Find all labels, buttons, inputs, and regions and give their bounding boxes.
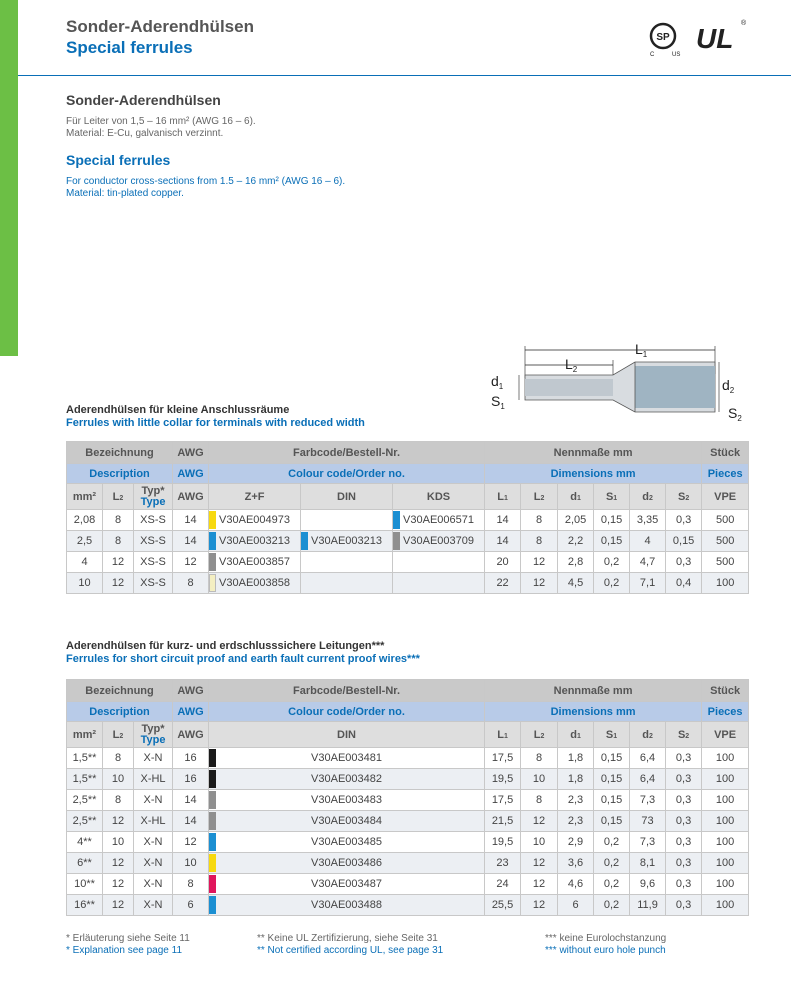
table-row [67,895,749,916]
th-awg: AWG [173,442,209,464]
cell-d1: 2,3 [558,811,594,832]
cell-mm2: 10 [67,573,103,594]
color-swatch-grey [393,532,400,550]
cell-vpe: 100 [702,769,749,790]
cell-d2: 7,3 [630,790,666,811]
cell-vpe: 100 [702,832,749,853]
cell-awg: 8 [173,573,209,594]
cell-mm2: 2,08 [67,510,103,531]
cell-l2: 12 [103,573,134,594]
cell-L2: 12 [521,573,558,594]
cell-L2: 12 [521,895,558,916]
cell-L2: 8 [521,531,558,552]
cell-d1: 2,9 [558,832,594,853]
cell-L1: 19,5 [485,832,521,853]
cell-L2: 8 [521,748,558,769]
cell-kds: V30AE003709 [393,531,485,552]
cell-d2: 7,1 [630,573,666,594]
cell-awg: 12 [173,832,209,853]
table-row [67,510,749,531]
table-row [67,874,749,895]
cell-vpe: 100 [702,811,749,832]
label-d2: $d_2$ [722,377,735,395]
cell-type: XS-S [134,531,173,552]
th-d1: d1 [558,484,594,510]
table-row [67,811,749,832]
cell-S2: 0,3 [666,510,702,531]
cell-din: V30AE003488 [209,895,485,916]
cell-din: V30AE003483 [209,790,485,811]
cell-L1: 22 [485,573,521,594]
cell-S2: 0,3 [666,853,702,874]
cell-S2: 0,4 [666,573,702,594]
cell-S2: 0,3 [666,748,702,769]
ul-registered-mark: ® [741,20,747,27]
cell-awg: 8 [173,874,209,895]
cell-d1: 1,8 [558,769,594,790]
th-bezeichnung: Bezeichnung [67,680,173,702]
table2-header-row-cols [67,722,749,748]
cell-L1: 24 [485,874,521,895]
th-S2: S2 [666,722,702,748]
cell-d2: 9,6 [630,874,666,895]
cell-vpe: 100 [702,748,749,769]
th-awg-en: AWG [173,464,209,484]
cell-d2: 6,4 [630,769,666,790]
cell-S1: 0,2 [594,895,630,916]
csa-logo-text: SP [656,32,670,43]
cell-mm2: 1,5** [67,748,103,769]
cell-type: XS-S [134,552,173,573]
footnote-1 [66,933,190,957]
cell-S1: 0,2 [594,832,630,853]
th-nennmasse: Nennmaße mm [485,680,702,702]
color-swatch-black [209,770,216,788]
color-swatch-red [209,875,216,893]
cell-d2: 73 [630,811,666,832]
th-S2: S2 [666,484,702,510]
th-bezeichnung: Bezeichnung [67,442,173,464]
cell-L1: 14 [485,531,521,552]
cell-S2: 0,3 [666,895,702,916]
cell-awg: 6 [173,895,209,916]
cell-type: X-N [134,874,173,895]
cell-d2: 11,9 [630,895,666,916]
cell-din: V30AE003487 [209,874,485,895]
th-stueck: Stück [702,680,749,702]
cell-type: X-N [134,895,173,916]
intro-heading-de: Sonder-Aderendhülsen [66,92,221,108]
cell-zf: V30AE003857 [209,552,301,573]
cell-S2: 0,3 [666,874,702,895]
footnote-1-en: * Explanation see page 11 [66,945,183,956]
color-swatch-blue [209,833,216,851]
cell-din: V30AE003486 [209,853,485,874]
footnote-3 [545,933,666,957]
th-d2: d2 [630,484,666,510]
cell-S1: 0,15 [594,531,630,552]
color-swatch-grey [209,812,216,830]
table2-title-de: Aderendhülsen für kurz- und erdschlusssichere Leitungen*** [66,640,385,652]
th-d2: d2 [630,722,666,748]
cell-S1: 0,15 [594,769,630,790]
cell-din: V30AE003482 [209,769,485,790]
cell-mm2: 6** [67,853,103,874]
th-farbcode: Farbcode/Bestell-Nr. [209,442,485,464]
table2-header-row-de [67,680,749,702]
cell-S1: 0,15 [594,790,630,811]
table-row [67,748,749,769]
th-zf: Z+F [209,484,301,510]
cell-zf: V30AE004973 [209,510,301,531]
cell-d1: 1,8 [558,748,594,769]
cell-l2: 10 [103,832,134,853]
th-S1: S1 [594,722,630,748]
th-L1: L1 [485,484,521,510]
cell-l2: 12 [103,853,134,874]
cell-vpe: 100 [702,874,749,895]
table2-body [67,748,749,916]
cell-type: X-N [134,853,173,874]
cell-din: V30AE003485 [209,832,485,853]
table1-title-en: Ferrules with little collar for terminals with reduced width [66,417,365,429]
label-S2: $S_2$ [728,405,742,423]
cell-d1: 3,6 [558,853,594,874]
cell-awg: 14 [173,531,209,552]
th-description: Description [67,702,173,722]
cell-d2: 6,4 [630,748,666,769]
color-swatch-blue [301,532,308,550]
cell-type: X-HL [134,811,173,832]
th-awg-col: AWG [173,722,209,748]
cell-din: V30AE003481 [209,748,485,769]
th-kds: KDS [393,484,485,510]
cell-L2: 12 [521,552,558,573]
cell-din [301,573,393,594]
footnote-2 [257,933,443,957]
cell-d1: 4,5 [558,573,594,594]
color-swatch-yellow [209,854,216,872]
cell-type: XS-S [134,573,173,594]
intro-text-de-2: Material: E-Cu, galvanisch verzinnt. [66,128,224,139]
footnote-2-de: ** Keine UL Zertifizierung, siehe Seite 31 [257,933,438,944]
cell-L1: 19,5 [485,769,521,790]
cell-d2: 3,35 [630,510,666,531]
table-row [67,790,749,811]
th-awg: AWG [173,680,209,702]
cell-l2: 10 [103,769,134,790]
cell-awg: 12 [173,552,209,573]
cell-d1: 2,3 [558,790,594,811]
th-S1: S1 [594,484,630,510]
th-description: Description [67,464,173,484]
th-farbcode: Farbcode/Bestell-Nr. [209,680,485,702]
cell-vpe: 100 [702,895,749,916]
side-accent-bar [0,0,18,356]
cell-din [301,552,393,573]
footnote-3-de: *** keine Eurolochstanzung [545,933,667,944]
th-awg-en: AWG [173,702,209,722]
cell-S2: 0,15 [666,531,702,552]
cell-awg: 10 [173,853,209,874]
cell-type: X-HL [134,769,173,790]
cell-awg: 14 [173,811,209,832]
cell-mm2: 4** [67,832,103,853]
color-swatch-blue [209,532,216,550]
cell-din: V30AE003484 [209,811,485,832]
cell-vpe: 100 [702,853,749,874]
cell-l2: 12 [103,895,134,916]
th-vpe: VPE [702,484,749,510]
footnote-3-en: *** without euro hole punch [545,945,666,956]
footnote-2-en: ** Not certified according UL, see page 31 [257,945,444,956]
table-row [67,552,749,573]
cell-din [301,510,393,531]
table1 [66,441,749,594]
th-din: DIN [301,484,393,510]
certification-logos [648,16,758,60]
intro-heading-en: Special ferrules [66,152,171,168]
cell-awg: 16 [173,748,209,769]
th-L2: L2 [521,722,558,748]
cell-L2: 10 [521,832,558,853]
cell-l2: 12 [103,552,134,573]
cell-S1: 0,15 [594,510,630,531]
intro-text-de-1: Für Leiter von 1,5 – 16 mm² (AWG 16 – 6). [66,116,256,127]
table-row [67,769,749,790]
cell-L1: 14 [485,510,521,531]
csa-us-mark: US [672,52,681,58]
cell-L2: 12 [521,874,558,895]
intro-text-en-1: For conductor cross-sections from 1.5 – 16 mm² (AWG 16 – 6). [66,176,346,187]
table2-title [66,640,420,666]
table1-title-de: Aderendhülsen für kleine Anschlussräume [66,404,290,416]
cell-kds [393,552,485,573]
th-pieces: Pieces [702,702,749,722]
page-title-de: Sonder-Aderendhülsen [66,17,254,36]
th-type: Typ* Type [134,722,173,748]
cell-L2: 8 [521,510,558,531]
cell-L1: 17,5 [485,790,521,811]
th-mm2: mm² [67,722,103,748]
cell-vpe: 500 [702,552,749,573]
cell-kds: V30AE006571 [393,510,485,531]
label-L1: $L_1$ [635,341,648,359]
cell-d1: 4,6 [558,874,594,895]
cell-L1: 23 [485,853,521,874]
cell-vpe: 500 [702,510,749,531]
cell-L2: 10 [521,769,558,790]
th-colour-code: Colour code/Order no. [209,702,485,722]
th-mm2: mm² [67,484,103,510]
label-S1: $S_1$ [491,393,505,411]
cell-d2: 4,7 [630,552,666,573]
cell-L2: 12 [521,811,558,832]
color-swatch-grey [209,791,216,809]
cell-L1: 17,5 [485,748,521,769]
ferrule-diagram [485,338,750,428]
cell-L2: 12 [521,853,558,874]
cell-d1: 2,2 [558,531,594,552]
th-colour-code: Colour code/Order no. [209,464,485,484]
cell-S2: 0,3 [666,832,702,853]
label-L2: $L_2$ [565,356,578,374]
table-row [67,832,749,853]
th-dimensions: Dimensions mm [485,702,702,722]
color-swatch-ivory [209,574,216,592]
th-dimensions: Dimensions mm [485,464,702,484]
table1-header-row-de [67,442,749,464]
th-l2: L2 [103,722,134,748]
cell-din: V30AE003213 [301,531,393,552]
cell-type: X-N [134,790,173,811]
cell-d2: 7,3 [630,832,666,853]
cell-L1: 21,5 [485,811,521,832]
cell-type: XS-S [134,510,173,531]
th-d1: d1 [558,722,594,748]
cell-mm2: 1,5** [67,769,103,790]
cell-type: X-N [134,748,173,769]
th-type: Typ* Type [134,484,173,510]
cell-l2: 12 [103,811,134,832]
table2 [66,679,749,916]
cell-d2: 4 [630,531,666,552]
cell-zf: V30AE003213 [209,531,301,552]
color-swatch-grey [209,553,216,571]
cell-vpe: 100 [702,790,749,811]
header-divider [18,75,791,76]
cell-S1: 0,2 [594,552,630,573]
cell-L1: 25,5 [485,895,521,916]
cell-S2: 0,3 [666,790,702,811]
table2-title-en: Ferrules for short circuit proof and earth fault current proof wires*** [66,653,420,665]
cell-l2: 8 [103,748,134,769]
cell-L1: 20 [485,552,521,573]
csa-c-mark: C [650,52,655,58]
table1-header-row-en [67,464,749,484]
cell-vpe: 500 [702,531,749,552]
ul-logo [696,19,747,54]
table2-header-row-en [67,702,749,722]
label-d1: $d_1$ [491,373,504,391]
ul-logo-text: UL [696,23,734,54]
cell-l2: 8 [103,531,134,552]
color-swatch-blue [209,896,216,914]
cell-S2: 0,3 [666,811,702,832]
cell-S1: 0,15 [594,748,630,769]
cell-d1: 6 [558,895,594,916]
cell-kds [393,573,485,594]
cell-S1: 0,2 [594,874,630,895]
cell-S1: 0,15 [594,811,630,832]
cell-l2: 8 [103,790,134,811]
footnote-1-de: * Erläuterung siehe Seite 11 [66,933,190,944]
cell-mm2: 2,5 [67,531,103,552]
cell-mm2: 16** [67,895,103,916]
cell-zf: V30AE003858 [209,573,301,594]
table1-header-row-cols [67,484,749,510]
cell-mm2: 2,5** [67,811,103,832]
th-nennmasse: Nennmaße mm [485,442,702,464]
cell-l2: 8 [103,510,134,531]
cell-S1: 0,2 [594,853,630,874]
cell-d2: 8,1 [630,853,666,874]
table-row [67,573,749,594]
csa-logo [650,24,680,58]
th-din: DIN [209,722,485,748]
th-L1: L1 [485,722,521,748]
th-stueck: Stück [702,442,749,464]
table1-title [66,404,365,430]
cell-S2: 0,3 [666,769,702,790]
cell-S1: 0,2 [594,573,630,594]
cell-S2: 0,3 [666,552,702,573]
table-row [67,853,749,874]
cell-mm2: 2,5** [67,790,103,811]
th-vpe: VPE [702,722,749,748]
cell-awg: 16 [173,769,209,790]
color-swatch-yellow [209,511,216,529]
cell-mm2: 10** [67,874,103,895]
th-l2: L2 [103,484,134,510]
cell-awg: 14 [173,790,209,811]
cell-mm2: 4 [67,552,103,573]
cell-d1: 2,8 [558,552,594,573]
th-pieces: Pieces [702,464,749,484]
page-title-en: Special ferrules [66,38,193,57]
cell-d1: 2,05 [558,510,594,531]
cell-vpe: 100 [702,573,749,594]
table-row [67,531,749,552]
cell-L2: 8 [521,790,558,811]
color-swatch-blue [393,511,400,529]
th-L2: L2 [521,484,558,510]
th-awg-col: AWG [173,484,209,510]
intro-text-en-2: Material: tin-plated copper. [66,188,184,199]
cell-type: X-N [134,832,173,853]
cell-l2: 12 [103,874,134,895]
color-swatch-black [209,749,216,767]
cell-awg: 14 [173,510,209,531]
